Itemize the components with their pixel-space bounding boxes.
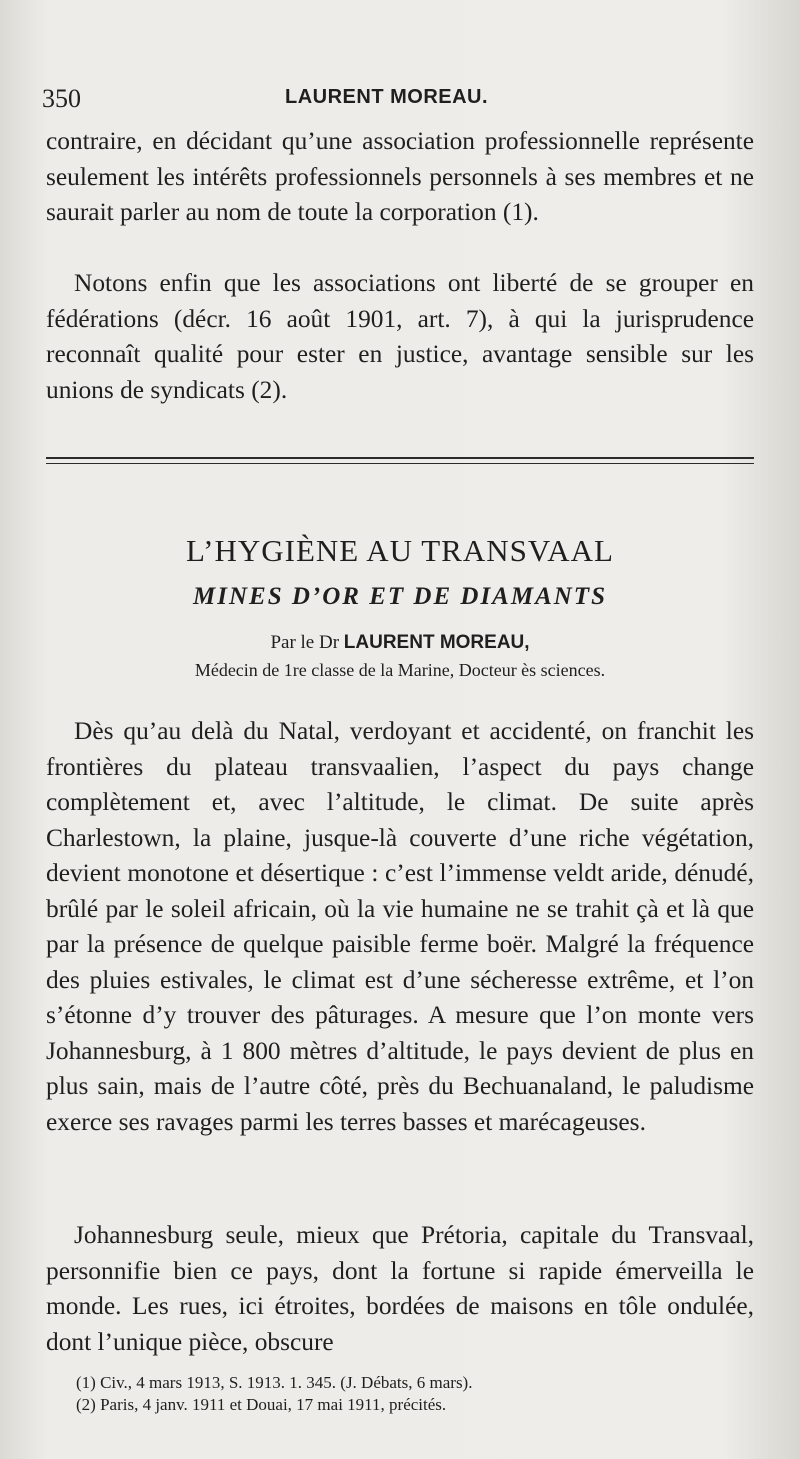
- author-affiliation: Médecin de 1re classe de la Marine, Docteur ès sciences.: [194, 660, 606, 680]
- page-number: 350: [42, 84, 81, 113]
- article-paragraph: Dès qu’au delà du Natal, verdoyant et accidenté, on franchit les frontières du plateau transvaalien, l’aspect du pays change complètement et, avec l’altitude, le climat. De suite après Charlestown, la plaine, jusque-là couverte d’une riche végétation, devient monotone et désertique : c’est l’immense veldt aride, dénudé, brûlé par le soleil africain, où la vie humaine ne se trahit çà et là que par la présence de quelque paisible ferme boër. Malgré la fréquence des pluies estivales, le climat est d’une sécheresse extrême, et l’on s’étonne d’y trouver des pâturages. A mesure que l’on monte vers Johannesburg, à 1 800 mètres d’altitude, le pays devient de plus en plus sain, mais de l’autre côté, près du Bechuanaland, le paludisme exerce ses ravages parmi les terres basses et marécageuses.: [46, 717, 754, 1136]
- author-name: LAURENT MOREAU,: [343, 632, 530, 653]
- footnote: (2) Paris, 4 janv. 1911 et Douai, 17 mai 1911, précités.: [76, 1395, 447, 1414]
- section-divider: [46, 457, 754, 459]
- previous-article-paragraph: contraire, en décidant qu’une association professionnelle représente seulement les intérêts professionnels personnels à ses membres et ne saurait parler au nom de toute la corporation (1).: [46, 127, 754, 226]
- footnote: (1) Civ., 4 mars 1913, S. 1913. 1. 345. (J. Débats, 6 mars).: [76, 1373, 473, 1392]
- section-divider: [46, 463, 754, 464]
- byline: [40, 632, 760, 654]
- article-title: L’HYGIÈNE AU TRANSVAAL: [186, 533, 614, 568]
- article-subtitle: MINES D’OR ET DE DIAMANTS: [193, 583, 607, 610]
- running-title: LAURENT MOREAU.: [285, 86, 489, 108]
- previous-article-paragraph: Notons enfin que les associations ont liberté de se grouper en fédérations (décr. 16 août 1901, art. 7), à qui la jurisprudence reconnaît qualité pour ester en justice, avantage sensible sur les unions de syndicats (2).: [46, 269, 754, 404]
- byline-prefix: Par le Dr: [270, 632, 340, 653]
- footnotes: [76, 1372, 756, 1416]
- article-paragraph: Johannesburg seule, mieux que Prétoria, capitale du Transvaal, personnifie bien ce pays, dont la fortune si rapide émerveilla le monde. Les rues, ici étroites, bordées de maisons en tôle ondulée, dont l’unique pièce, obscure: [46, 1221, 754, 1356]
- page-header: [40, 80, 760, 114]
